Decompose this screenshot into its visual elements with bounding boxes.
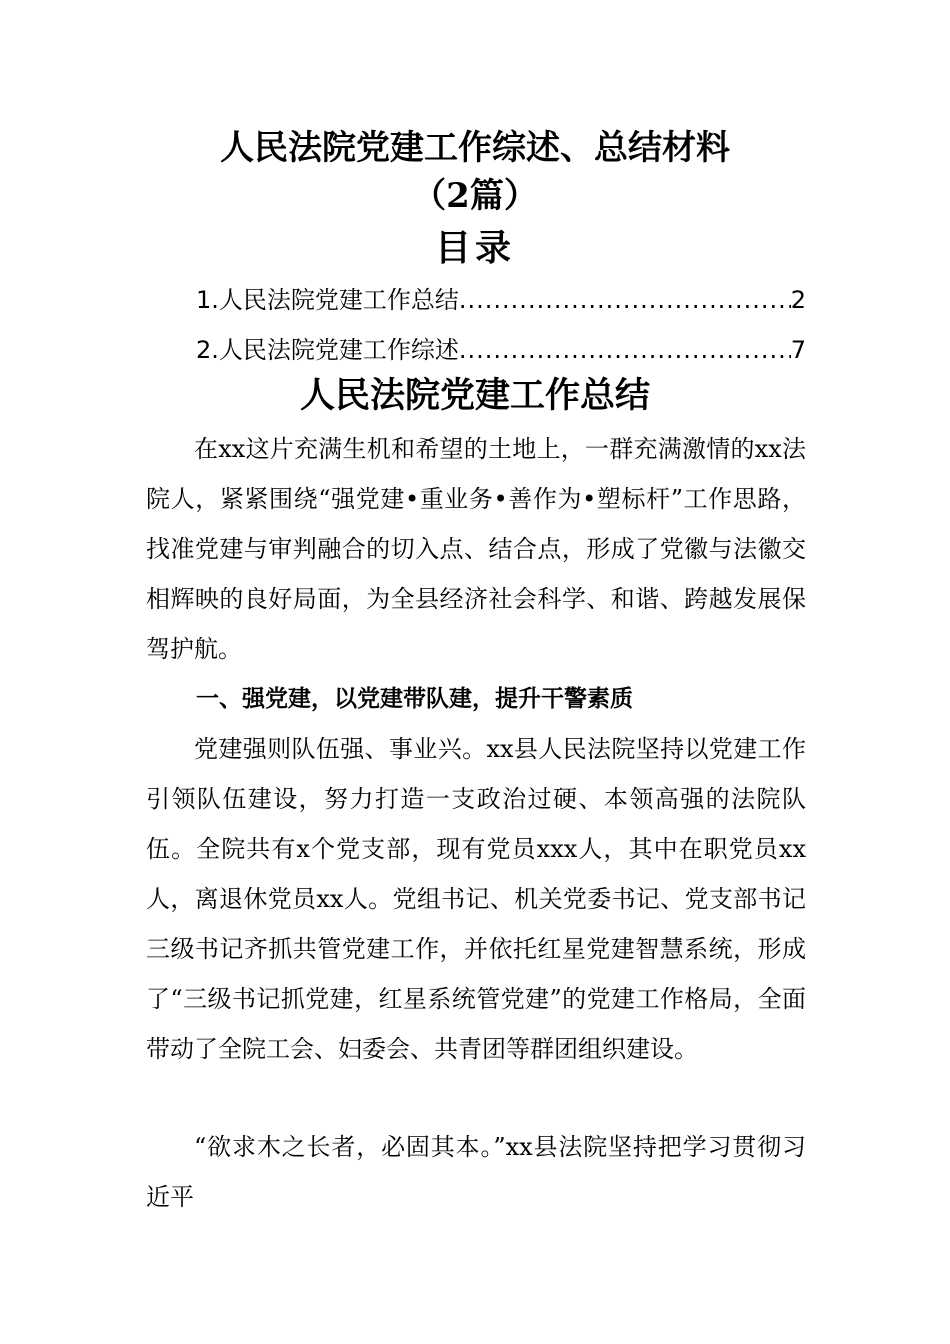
body-paragraph-continued: “欲求木之长者，必固其本。”xx县法院坚持把学习贯彻习近平 bbox=[146, 1133, 806, 1211]
toc-entry-label: 2.人民法院党建工作综述 bbox=[196, 336, 459, 364]
toc-entry-1[interactable] bbox=[196, 280, 806, 320]
toc-entry-page: 7 bbox=[790, 336, 806, 364]
toc-entry-label: 1.人民法院党建工作总结 bbox=[196, 286, 459, 314]
document-subtitle: （2篇） bbox=[412, 176, 538, 216]
toc-heading: 目录 bbox=[434, 227, 515, 269]
article-title: 人民法院党建工作总结 bbox=[299, 375, 650, 416]
document-title: 人民法院党建工作综述、总结材料 bbox=[220, 128, 730, 168]
toc-leader-dots bbox=[459, 280, 791, 320]
toc-entry-2[interactable] bbox=[196, 330, 806, 370]
toc-leader-dots bbox=[459, 330, 791, 370]
section-heading: 一、强党建，以党建带队建，提升干警素质 bbox=[196, 686, 633, 712]
intro-paragraph: 在xx这片充满生机和希望的土地上，一群充满激情的xx法院人，紧紧围绕“强党建•重业务•善作为•塑标杆”工作思路，找准党建与审判融合的切入点、结合点，形成了党徽与法徽交相辉映的良好局面，为全县经济社会科学、和谐、跨越发展保驾护航。 bbox=[146, 435, 806, 663]
toc-entry-page: 2 bbox=[790, 286, 806, 314]
body-paragraph: 党建强则队伍强、事业兴。xx县人民法院坚持以党建工作引领队伍建设，努力打造一支政治过硬、本领高强的法院队伍。全院共有x个党支部，现有党员xxx人，其中在职党员xx人，离退休党员xx人。党组书记、机关党委书记、党支部书记三级书记齐抓共管党建工作，并依托红星党建智慧系统，形成了“三级书记抓党建，红星系统管党建”的党建工作格局，全面带动了全院工会、妇委会、共青团等群团组织建设。 bbox=[146, 735, 806, 1063]
